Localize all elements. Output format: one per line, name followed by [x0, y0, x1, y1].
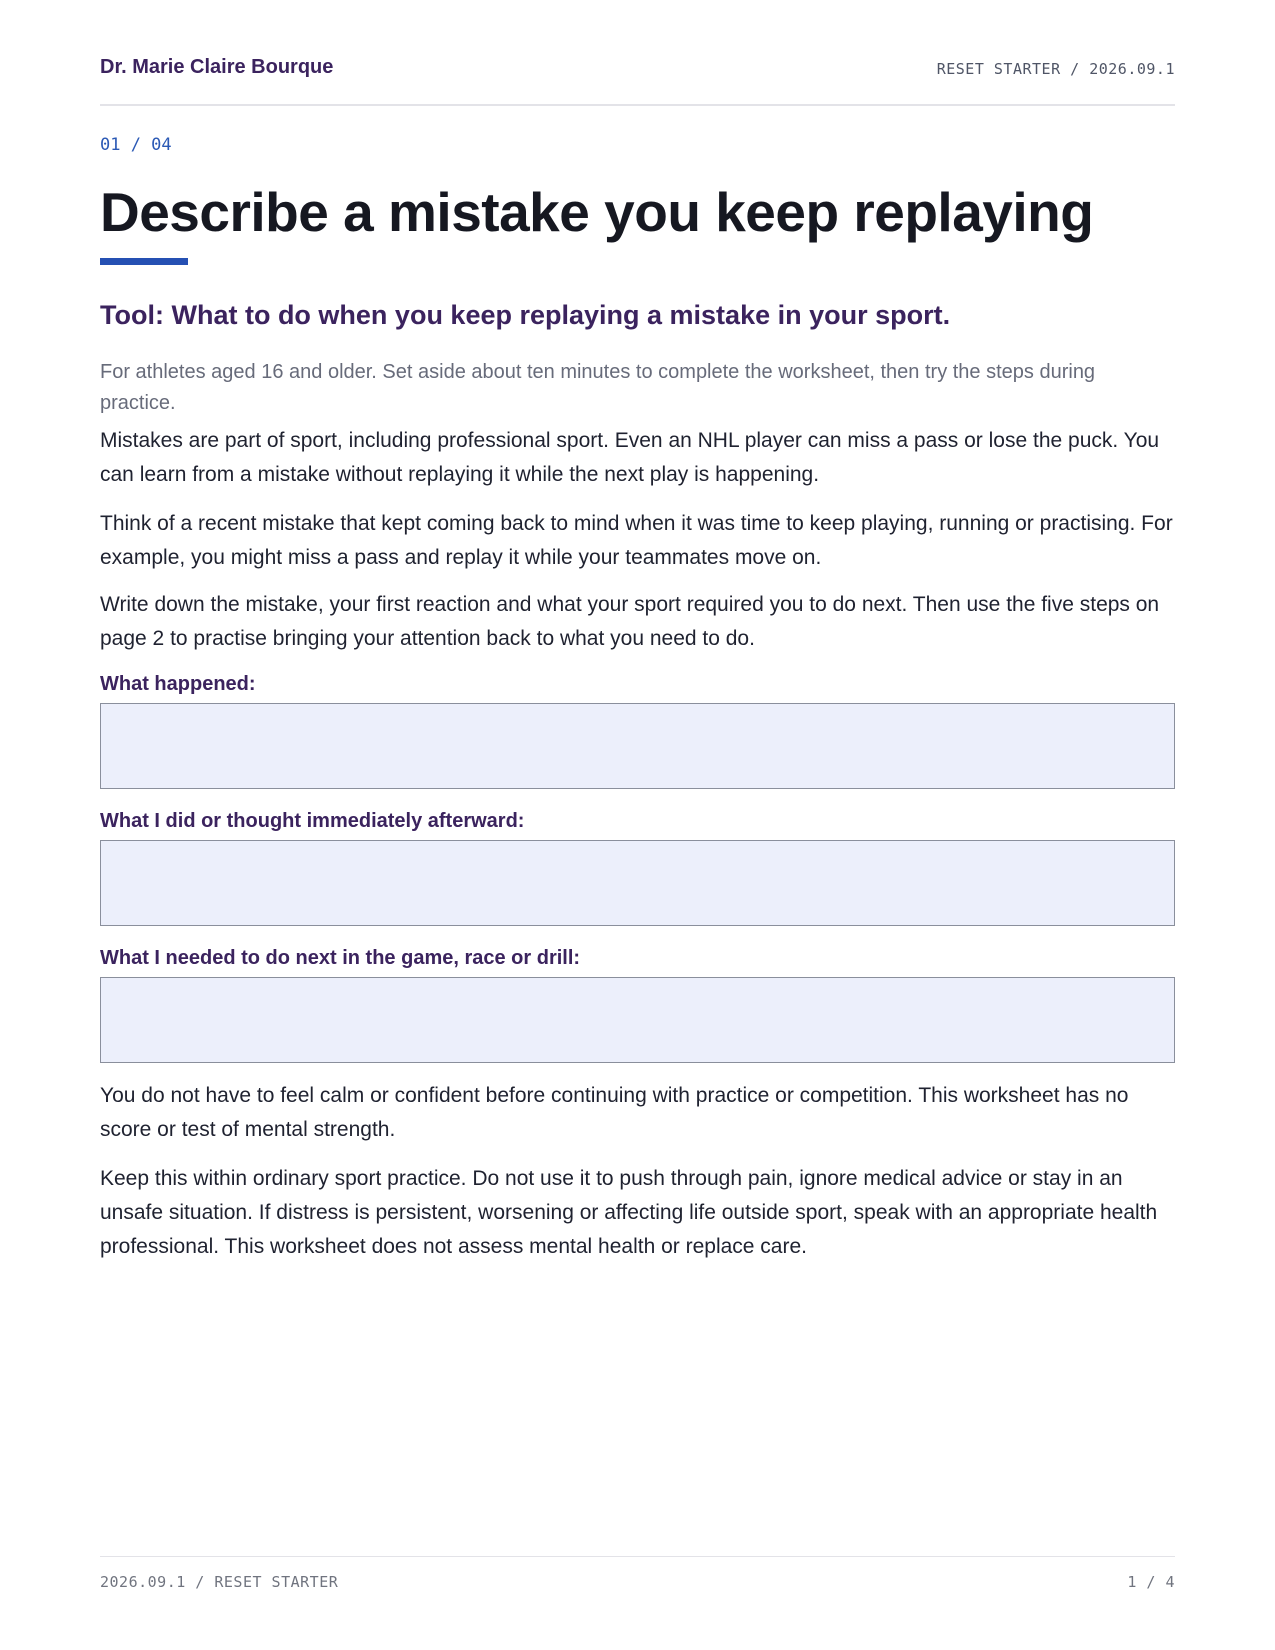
document-code: RESET STARTER / 2026.09.1: [936, 60, 1175, 78]
author-name: Dr. Marie Claire Bourque: [100, 56, 334, 78]
safety-paragraph: Keep this within ordinary sport practice. Do not use it to push through pain, ignore medical advice or stay in an unsafe situation. If distress is persistent, worsening or affecting life outside sport, speak with an appropriate health professional. This worksheet does not assess mental health or replace care.: [100, 1167, 1158, 1258]
worksheet-page: [100, 0, 1175, 1650]
page-footer: [100, 1556, 1175, 1597]
footer-document-code: 2026.09.1 / RESET STARTER: [100, 1573, 339, 1591]
field-label-next-action: What I needed to do next in the game, race or drill:: [100, 947, 581, 969]
what-happened-field[interactable]: [100, 703, 1175, 789]
field-label-what-happened: What happened:: [100, 673, 256, 695]
reassurance-paragraph: You do not have to feel calm or confident before continuing with practice or competition. This worksheet has no score or test of mental strength.: [100, 1084, 1129, 1141]
next-action-field[interactable]: [100, 977, 1175, 1063]
section-index: 01 / 04: [100, 135, 172, 155]
body-paragraph: Mistakes are part of sport, including professional sport. Even an NHL player can miss a pass or lose the puck. You can learn from a mistake without replaying it while the next play is happening.: [100, 429, 1160, 486]
intro-text: For athletes aged 16 and older. Set aside about ten minutes to complete the worksheet, then try the steps during practice.: [100, 361, 1096, 414]
page-header: [100, 56, 1175, 106]
title-underline: [100, 258, 188, 265]
immediate-reaction-field[interactable]: [100, 840, 1175, 926]
body-paragraph: Write down the mistake, your first reaction and what your sport required you to do next. Then use the five steps on page 2 to practise bringing your attention back to what you need to do.: [100, 593, 1160, 650]
page-number: 1 / 4: [1127, 1573, 1175, 1591]
field-label-immediate-reaction: What I did or thought immediately afterward:: [100, 810, 525, 832]
page-title: Describe a mistake you keep replaying: [100, 181, 1094, 243]
body-paragraph: Think of a recent mistake that kept coming back to mind when it was time to keep playing, running or practising. For example, you might miss a pass and replay it while your teammates move on.: [100, 512, 1173, 569]
tool-subtitle: Tool: What to do when you keep replaying a mistake in your sport.: [100, 300, 951, 330]
